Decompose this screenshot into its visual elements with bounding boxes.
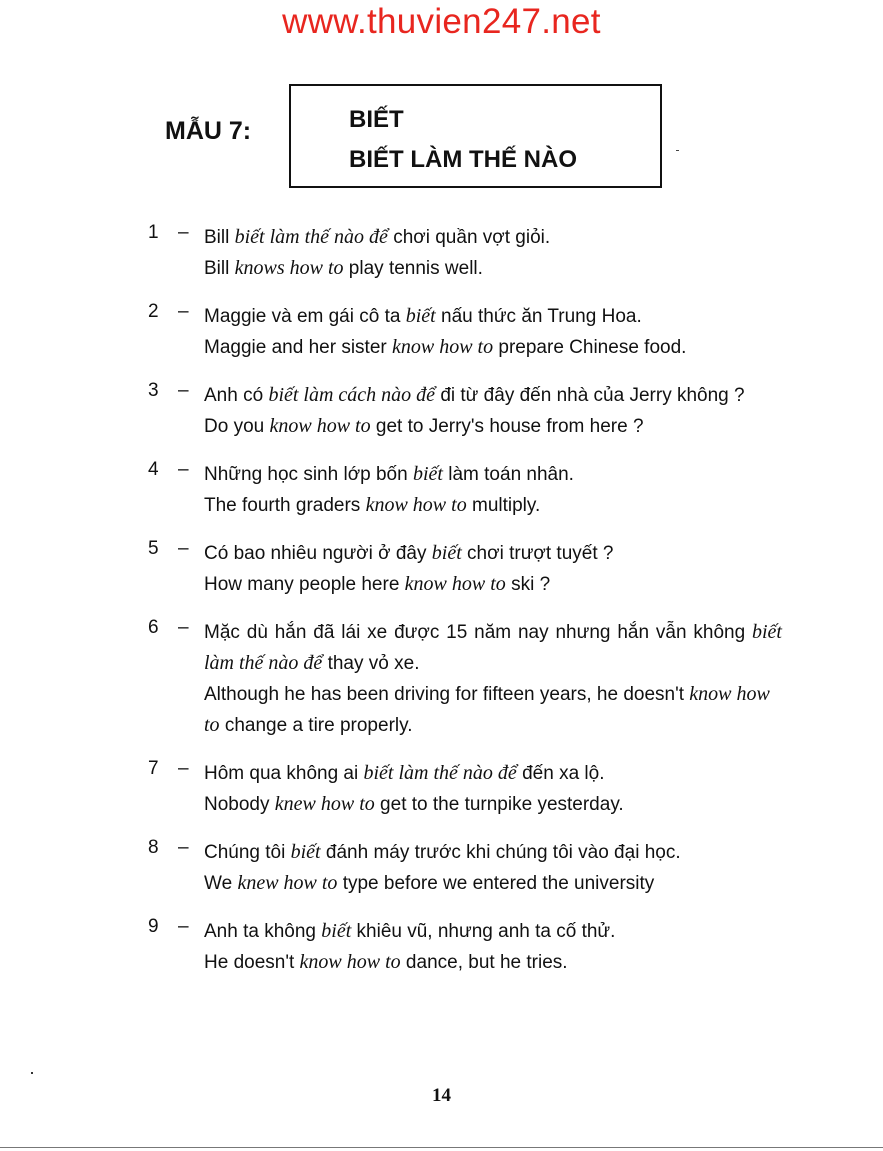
item-dash: – — [178, 538, 189, 559]
english-sentence: Do you know how to get to Jerry's house from here ? — [204, 415, 644, 437]
item-number: 4 — [148, 459, 159, 480]
title-box — [289, 84, 662, 188]
english-sentence: How many people here know how to ski ? — [204, 573, 551, 595]
example-item — [0, 222, 883, 284]
english-sentence: Although he has been driving for fifteen years, he doesn't know how to change a tire properly. — [204, 683, 770, 736]
example-item — [0, 459, 883, 521]
vietnamese-sentence: Hôm qua không ai biết làm thế nào để đến xa lộ. — [204, 762, 605, 784]
decorative-mark — [676, 150, 679, 151]
scan-speck — [31, 1072, 33, 1074]
item-dash: – — [178, 301, 189, 322]
item-number: 5 — [148, 538, 159, 559]
item-number: 9 — [148, 916, 159, 937]
example-item — [0, 538, 883, 600]
item-number: 6 — [148, 617, 159, 638]
example-item — [0, 617, 883, 741]
title-line-2: BIẾT LÀM THẾ NÀO — [349, 146, 577, 173]
vietnamese-sentence: Bill biết làm thế nào để chơi quần vợt giỏi. — [204, 226, 551, 248]
item-dash: – — [178, 222, 189, 243]
vietnamese-sentence: Maggie và em gái cô ta biết nấu thức ăn Trung Hoa. — [204, 305, 642, 327]
item-number: 7 — [148, 758, 159, 779]
item-dash: – — [178, 617, 189, 638]
english-sentence: We knew how to type before we entered the university — [204, 872, 655, 894]
item-dash: – — [178, 916, 189, 937]
item-number: 2 — [148, 301, 159, 322]
english-sentence: He doesn't know how to dance, but he tries. — [204, 951, 568, 973]
page-number: 14 — [432, 1085, 451, 1106]
english-sentence: Bill knows how to play tennis well. — [204, 257, 483, 279]
sample-label: MẪU 7: — [165, 117, 252, 145]
example-list — [0, 222, 883, 995]
example-item — [0, 758, 883, 820]
item-dash: – — [178, 758, 189, 779]
title-line-1: BIẾT — [349, 106, 404, 133]
vietnamese-sentence: Anh có biết làm cách nào để đi từ đây đến nhà của Jerry không ? — [204, 384, 745, 406]
item-number: 3 — [148, 380, 159, 401]
example-item — [0, 837, 883, 899]
item-number: 1 — [148, 222, 159, 243]
vietnamese-sentence: Anh ta không biết khiêu vũ, nhưng anh ta cố thử. — [204, 920, 616, 942]
vietnamese-sentence: Những học sinh lớp bốn biết làm toán nhân. — [204, 463, 574, 485]
item-number: 8 — [148, 837, 159, 858]
english-sentence: Maggie and her sister know how to prepare Chinese food. — [204, 336, 687, 358]
item-dash: – — [178, 459, 189, 480]
page-bottom-edge — [0, 1147, 883, 1148]
watermark-url: www.thuvien247.net — [282, 2, 601, 41]
vietnamese-sentence: Mặc dù hắn đã lái xe được 15 năm nay nhưng hắn vẫn không biết làm thế nào để thay vỏ xe. — [204, 621, 782, 674]
item-dash: – — [178, 837, 189, 858]
english-sentence: Nobody knew how to get to the turnpike yesterday. — [204, 793, 624, 815]
example-item — [0, 380, 883, 442]
example-item — [0, 916, 883, 978]
example-item — [0, 301, 883, 363]
vietnamese-sentence: Chúng tôi biết đánh máy trước khi chúng tôi vào đại học. — [204, 841, 681, 863]
vietnamese-sentence: Có bao nhiêu người ở đây biết chơi trượt tuyết ? — [204, 542, 614, 564]
english-sentence: The fourth graders know how to multiply. — [204, 494, 541, 516]
item-dash: – — [178, 380, 189, 401]
